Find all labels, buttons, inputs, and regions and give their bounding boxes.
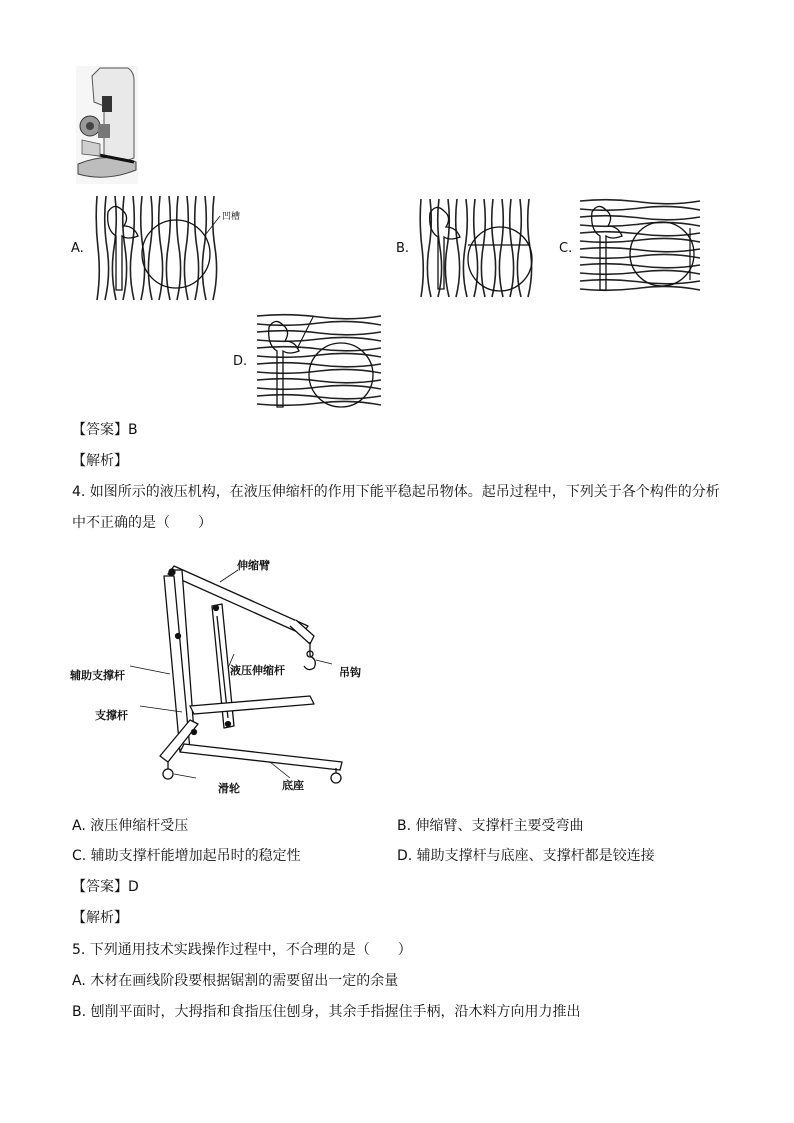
option-c-grain-figure <box>580 198 700 296</box>
option-a-label: A. <box>71 241 84 256</box>
option-b-label: B. <box>396 241 410 256</box>
q4-answer <box>72 877 139 897</box>
q5-stem: 5. 下列通用技术实践操作过程中，不合理的是（ ） <box>72 942 412 958</box>
q3-answer-value: B <box>128 422 138 438</box>
label-hook: 吊钩 <box>339 666 361 679</box>
label-telescopic-arm: 伸缩臂 <box>237 559 270 572</box>
q4-stem-line1: 4. 如图所示的液压机构，在液压伸缩杆的作用下能平稳起吊物体。起吊过程中，下列关于各个构件的分析 <box>72 484 720 500</box>
option-b-grain-figure <box>418 199 534 297</box>
product-photo <box>76 66 138 184</box>
q3-answer-label: 【答案】 <box>72 422 128 438</box>
option-d-label: D. <box>233 354 248 369</box>
option-c-label: C. <box>559 241 573 256</box>
q5-option-a: A. 木材在画线阶段要根据锯割的需要留出一定的余量 <box>72 973 399 989</box>
q4-option-b: B. 伸缩臂、支撑杆主要受弯曲 <box>397 818 584 834</box>
label-hydraulic-rod: 液压伸缩杆 <box>230 664 285 677</box>
label-support-rod: 支撑杆 <box>95 709 128 722</box>
q4-answer-value: D <box>128 879 139 895</box>
groove-callout: 凹槽 <box>222 212 241 222</box>
q3-answer <box>72 420 138 440</box>
label-aux-support-rod: 辅助支撑杆 <box>70 669 125 682</box>
q4-analysis-label: 【解析】 <box>72 910 128 926</box>
q4-answer-label: 【答案】 <box>72 879 128 895</box>
label-base: 底座 <box>282 779 304 792</box>
q4-option-a: A. 液压伸缩杆受压 <box>72 818 189 834</box>
q4-option-d: D. 辅助支撑杆与底座、支撑杆都是铰连接 <box>397 848 655 864</box>
q5-option-b: B. 刨削平面时，大拇指和食指压住刨身，其余手指握住手柄，沿木料方向用力推出 <box>72 1004 581 1020</box>
q4-stem-line2: 中不正确的是（ ） <box>72 515 212 531</box>
q4-option-c: C. 辅助支撑杆能增加起吊时的稳定性 <box>72 848 301 864</box>
option-d-grain-figure <box>257 313 381 413</box>
label-pulley: 滑轮 <box>218 782 240 795</box>
q3-analysis-label: 【解析】 <box>72 453 128 469</box>
option-a-grain-figure <box>94 196 222 300</box>
